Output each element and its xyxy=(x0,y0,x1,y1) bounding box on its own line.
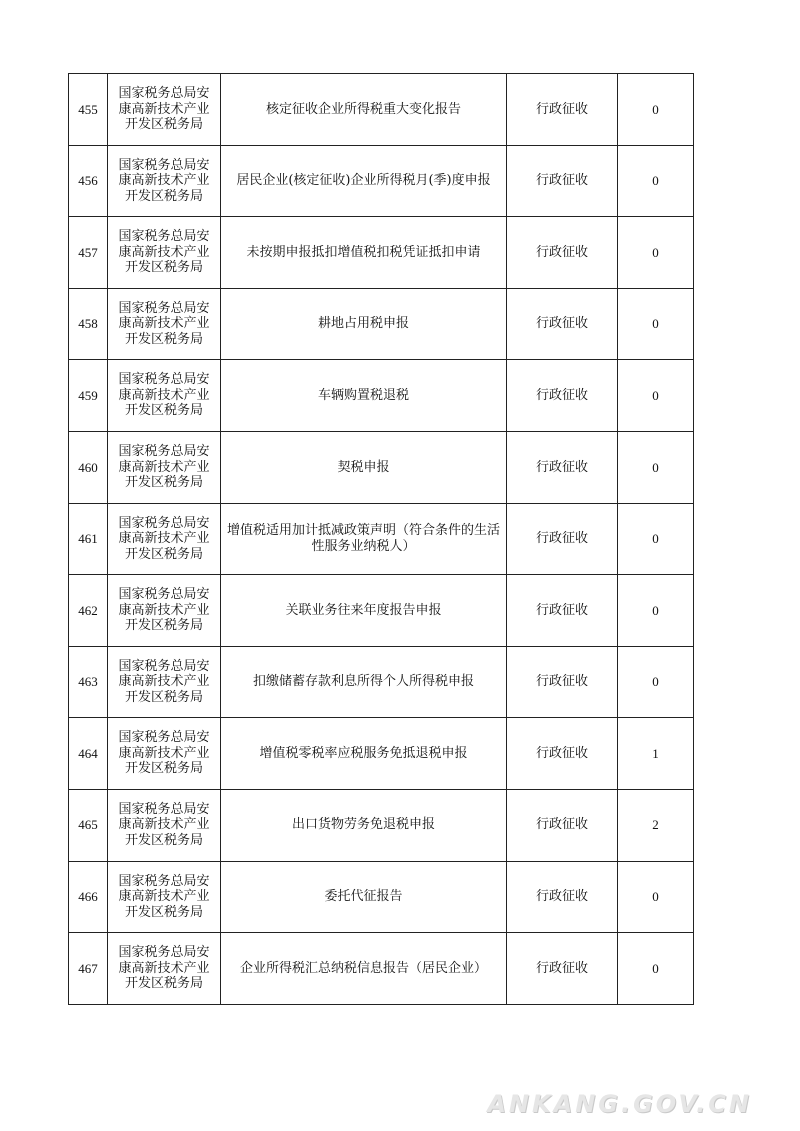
row-number-cell: 463 xyxy=(69,646,108,718)
service-type-cell: 行政征收 xyxy=(507,288,618,360)
count-cell: 0 xyxy=(618,145,694,217)
count-cell: 0 xyxy=(618,861,694,933)
service-type-cell: 行政征收 xyxy=(507,360,618,432)
service-item-cell: 增值税适用加计抵减政策声明（符合条件的生活性服务业纳税人） xyxy=(221,503,507,575)
service-item-cell: 扣缴储蓄存款利息所得个人所得税申报 xyxy=(221,646,507,718)
row-number-cell: 458 xyxy=(69,288,108,360)
count-cell: 0 xyxy=(618,360,694,432)
service-type-cell: 行政征收 xyxy=(507,74,618,146)
count-cell: 0 xyxy=(618,503,694,575)
organization-cell xyxy=(108,74,221,146)
organization-text: 国家税务总局安康高新技术产业开发区税务局 xyxy=(118,587,210,634)
service-type-cell: 行政征收 xyxy=(507,789,618,861)
service-type-cell: 行政征收 xyxy=(507,646,618,718)
organization-text: 国家税务总局安康高新技术产业开发区税务局 xyxy=(118,444,210,491)
count-cell: 0 xyxy=(618,431,694,503)
count-cell: 0 xyxy=(618,217,694,289)
organization-cell xyxy=(108,288,221,360)
count-cell: 0 xyxy=(618,646,694,718)
count-cell: 0 xyxy=(618,74,694,146)
service-item-cell: 委托代征报告 xyxy=(221,861,507,933)
service-item-cell: 车辆购置税退税 xyxy=(221,360,507,432)
table-row xyxy=(69,360,694,432)
records-table-container xyxy=(68,73,672,1005)
records-table xyxy=(68,73,694,1005)
count-cell: 0 xyxy=(618,575,694,647)
organization-text: 国家税务总局安康高新技术产业开发区税务局 xyxy=(118,157,210,204)
table-row xyxy=(69,503,694,575)
organization-text: 国家税务总局安康高新技术产业开发区税务局 xyxy=(118,658,210,705)
service-item-cell: 企业所得税汇总纳税信息报告（居民企业） xyxy=(221,933,507,1005)
organization-cell xyxy=(108,431,221,503)
organization-text: 国家税务总局安康高新技术产业开发区税务局 xyxy=(118,229,210,276)
organization-text: 国家税务总局安康高新技术产业开发区税务局 xyxy=(118,873,210,920)
organization-cell xyxy=(108,503,221,575)
organization-text: 国家税务总局安康高新技术产业开发区税务局 xyxy=(118,730,210,777)
service-type-cell: 行政征收 xyxy=(507,933,618,1005)
organization-cell xyxy=(108,646,221,718)
service-item-cell: 未按期申报抵扣增值税扣税凭证抵扣申请 xyxy=(221,217,507,289)
organization-text: 国家税务总局安康高新技术产业开发区税务局 xyxy=(118,86,210,133)
organization-text: 国家税务总局安康高新技术产业开发区税务局 xyxy=(118,515,210,562)
table-row xyxy=(69,718,694,790)
organization-text: 国家税务总局安康高新技术产业开发区税务局 xyxy=(118,945,210,992)
row-number-cell: 464 xyxy=(69,718,108,790)
organization-cell xyxy=(108,789,221,861)
records-table-body xyxy=(69,74,694,1005)
service-type-cell: 行政征收 xyxy=(507,718,618,790)
service-type-cell: 行政征收 xyxy=(507,861,618,933)
service-item-cell: 契税申报 xyxy=(221,431,507,503)
organization-cell xyxy=(108,861,221,933)
service-type-cell: 行政征收 xyxy=(507,145,618,217)
count-cell: 2 xyxy=(618,789,694,861)
organization-text: 国家税务总局安康高新技术产业开发区税务局 xyxy=(118,801,210,848)
row-number-cell: 456 xyxy=(69,145,108,217)
row-number-cell: 460 xyxy=(69,431,108,503)
table-row xyxy=(69,933,694,1005)
organization-text: 国家税务总局安康高新技术产业开发区税务局 xyxy=(118,372,210,419)
site-watermark: ANKANG.GOV.CN xyxy=(487,1090,752,1118)
table-row xyxy=(69,145,694,217)
row-number-cell: 461 xyxy=(69,503,108,575)
service-type-cell: 行政征收 xyxy=(507,217,618,289)
service-item-cell: 关联业务往来年度报告申报 xyxy=(221,575,507,647)
table-row xyxy=(69,646,694,718)
organization-cell xyxy=(108,360,221,432)
organization-cell xyxy=(108,145,221,217)
row-number-cell: 466 xyxy=(69,861,108,933)
count-cell: 0 xyxy=(618,288,694,360)
service-type-cell: 行政征收 xyxy=(507,431,618,503)
table-row xyxy=(69,431,694,503)
service-type-cell: 行政征收 xyxy=(507,575,618,647)
row-number-cell: 467 xyxy=(69,933,108,1005)
service-item-cell: 核定征收企业所得税重大变化报告 xyxy=(221,74,507,146)
table-row xyxy=(69,789,694,861)
service-type-cell: 行政征收 xyxy=(507,503,618,575)
row-number-cell: 457 xyxy=(69,217,108,289)
service-item-cell: 耕地占用税申报 xyxy=(221,288,507,360)
service-item-cell: 居民企业(核定征收)企业所得税月(季)度申报 xyxy=(221,145,507,217)
row-number-cell: 455 xyxy=(69,74,108,146)
table-row xyxy=(69,217,694,289)
organization-cell xyxy=(108,575,221,647)
table-row xyxy=(69,288,694,360)
table-row xyxy=(69,575,694,647)
organization-cell xyxy=(108,718,221,790)
count-cell: 0 xyxy=(618,933,694,1005)
row-number-cell: 465 xyxy=(69,789,108,861)
organization-cell xyxy=(108,217,221,289)
row-number-cell: 459 xyxy=(69,360,108,432)
service-item-cell: 增值税零税率应税服务免抵退税申报 xyxy=(221,718,507,790)
service-item-cell: 出口货物劳务免退税申报 xyxy=(221,789,507,861)
organization-cell xyxy=(108,933,221,1005)
table-row xyxy=(69,861,694,933)
count-cell: 1 xyxy=(618,718,694,790)
table-row xyxy=(69,74,694,146)
organization-text: 国家税务总局安康高新技术产业开发区税务局 xyxy=(118,300,210,347)
row-number-cell: 462 xyxy=(69,575,108,647)
